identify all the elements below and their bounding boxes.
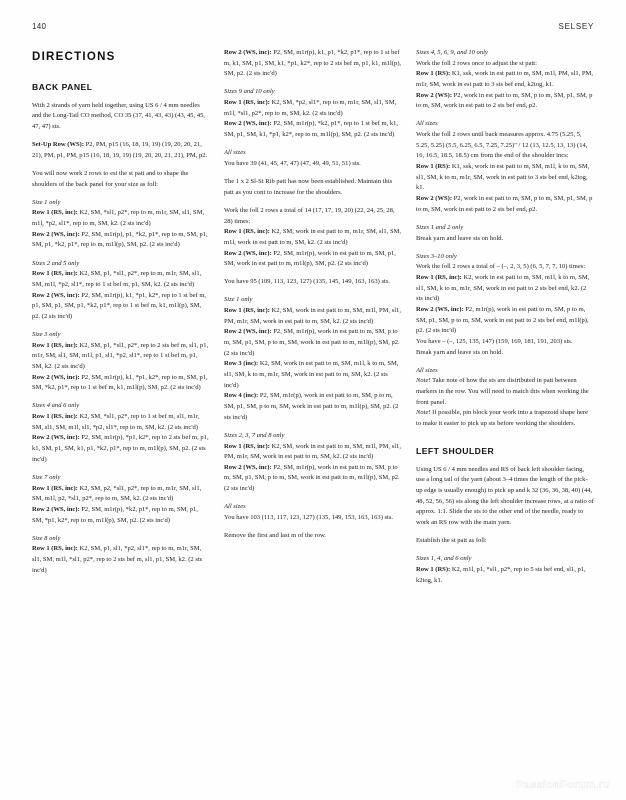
setup-row-label: Set-Up Row (WS): xyxy=(32,141,85,149)
instruction-row xyxy=(32,341,210,373)
instruction-row xyxy=(32,269,210,290)
size-block-rows xyxy=(224,98,402,141)
instruction-row-text: P2, m1r(p), work in est patt to m, SM, p to m, SM, p1, SM, p to m, SM, work in est patt to 2 sts bef end, m1l(p), p2. (2 sts inc'd) xyxy=(416,305,589,335)
instruction-row-text: K2, SM, *sl1, p2*, rep to m, m1r, SM, sl1, SM, m1l, *p2, sl1*, rep to m, SM, k2. (2 sts inc'd) xyxy=(32,209,205,228)
remove-markers-instruction: Remove the first and last m of the row. xyxy=(224,532,326,540)
note-2-label: Note! xyxy=(416,409,431,417)
left-shoulder-intro: Using US 6 / 4 mm needles and RS of back left shoulder facing, use a long tail of the yarn (about 3–4 times the length of the pick-up edge is usually enough) to pick up and k 32 (36, 36, 38, 40) (44, 48, 52, 56, 56) sts along the left shoulder increase rows, at a ratio of approx. 1:1. Slide the sts to the other end of the needle, ready to work an RS row with the main yarn. xyxy=(416,465,594,526)
note-2-text: If possible, pin block your work into a trapezoid shape here to make it easier to pick up sts before working the shoulders. xyxy=(416,409,588,427)
note-2 xyxy=(416,408,594,429)
site-watermark: PassionForum.ru xyxy=(516,779,610,791)
sizes-3-10-intro: Work the foll 2 rows a total of – (–, 2, 3, 5) (6, 5, 7, 7, 10) times: xyxy=(416,263,586,271)
instruction-row-text: K2, SM, p1, *sl1, p2*, rep to m, m1r, SM, sl1, SM, m1l, *p2, sl1*, rep to 1 st bef m, p1, SM, k2. (2 sts inc'd) xyxy=(32,270,202,288)
sizes-3-10-break-yarn: Break yarn and leave sts on hold. xyxy=(416,348,504,356)
instruction-row-text: P2, work in est patt to m, SM, p to m, SM, p1, SM, p to m, SM, work in est patt to 2 sts bef end, p2. xyxy=(416,195,593,213)
stitch-count-2: You have 95 (109, 113, 123, 127) (135, 145, 149, 163, 163) sts. xyxy=(224,278,391,286)
instruction-row xyxy=(416,162,594,194)
sizes-3-10-label: Sizes 3–10 only xyxy=(416,252,457,260)
instruction-row-text: P2, SM, m1r(p), k1, p1, *k2, p1*, rep to 1 st bef m, k1, SM, p1, SM, k1, *p1, k2*, rep to 2 sts bef m, p1, k1, m1l(p), SM, p2. (2 sts inc'd) xyxy=(224,49,402,78)
instruction-row xyxy=(224,359,402,391)
size-block-rows xyxy=(224,306,402,423)
all-sizes-label-1: All sizes xyxy=(224,149,246,157)
instruction-row xyxy=(224,306,402,327)
size-block-rows xyxy=(32,269,210,322)
instruction-row-label: Row 2 (WS, inc): xyxy=(32,291,80,299)
instruction-row-label: Row 2 (WS): xyxy=(416,195,453,203)
instruction-row xyxy=(416,69,594,90)
instruction-row xyxy=(32,544,210,576)
setup-row-text: P2, PM, p15 (16, 18, 19, 19) (19, 20, 20, 21, 21), PM, p1, PM, p15 (16, 18, 19, 19) (19, 20, 20, 21, 21), PM, p2. xyxy=(32,141,208,159)
text-columns xyxy=(32,48,594,766)
instruction-row-label: Row 1 (RS, inc): xyxy=(32,545,78,553)
instruction-row-text: K1, ssk, work in est patt to m, SM, m1l, k to m, SM, sl1, SM, k to m, m1r, SM, work in est patt to 3 sts bef end, k2tog, k1. xyxy=(416,163,590,192)
note-1-label: Note! xyxy=(416,377,431,385)
stitch-count-1: You have 39 (41, 45, 47, 47) (47, 49, 49, 51, 51) sts. xyxy=(224,159,361,167)
size-block-label: Sizes 2, 3, 7 and 8 only xyxy=(224,431,285,439)
instruction-row-label: Row 1 (RS, inc): xyxy=(32,413,78,421)
instruction-row xyxy=(32,373,210,394)
instruction-row-text: P2, SM, m1r(p), work in est patt to m, SM, p to m, SM, p1, SM, p to m, SM, work in est patt to m, m1l(p), SM, p2. (2 sts inc'd) xyxy=(224,463,400,493)
size-block-rows xyxy=(32,412,210,465)
instruction-row xyxy=(416,194,594,215)
instruction-row-label: Row 1 (RS, inc): xyxy=(224,99,270,107)
size-blocks-column-2-top xyxy=(224,48,402,141)
size-block-label: Size 1 only xyxy=(224,296,253,304)
instruction-row-text: K2, SM, work in est patt to m, m1r, SM, sl1, SM, m1l, work in est patt to m, SM, k2. (2 sts inc'd) xyxy=(224,228,402,246)
instruction-row xyxy=(224,463,402,495)
sizes-3-10-rows-list xyxy=(416,273,594,337)
size-block-rows xyxy=(224,442,402,495)
column-3 xyxy=(416,48,594,766)
instruction-row-text: K2, work in est patt to m, SM, m1l, k to m, SM, sl1, SM, k to m, m1r, SM, work in est patt to 2 sts bef end, k2. (2 sts inc'd) xyxy=(416,273,590,303)
instruction-row-text: P2, SM, m1r(p), *k2, p1*, rep to m, SM, p1, SM, *p1, k2*, rep to m, m1l(p), SM, p2. (2 sts inc'd) xyxy=(32,505,198,524)
setup-row xyxy=(32,140,210,161)
subheading-left-shoulder: LEFT SHOULDER xyxy=(416,445,495,456)
final-row-text: K2, m1l, p1, *sl1, p2*, rep to 5 sts bef end, sl1, p1, k2tog, k1. xyxy=(416,565,586,584)
section-heading-directions: DIRECTIONS xyxy=(32,51,116,63)
final-row xyxy=(416,565,594,586)
instruction-row-label: Row 3 (inc): xyxy=(224,360,259,368)
instruction-row-text: P2, SM, m1r(p), work in est patt to m, SM, p to m, SM, p1, SM, p to m, SM, work in est patt to m, m1l(p), SM, p2. (2 sts inc'd) xyxy=(224,392,399,421)
instruction-row-text: P2, SM, m1r(p), work in est patt to m, SM, p to m, SM, p1, SM, p to m, SM, work in est patt to m, m1l(p), SM, p2. (2 sts inc'd) xyxy=(224,328,400,357)
instruction-row-text: P2, SM, m1r(p), k1, *p1, k2*, rep to 1 st bef m, p1, SM, p1, SM, p1, *k2, p1*, rep to 1 st bef m, k1, m1l(p), SM, p2. (2 sts inc'd) xyxy=(32,291,207,320)
instruction-row-text: P2, SM, m1r(p), *k2, p1*, rep to 1 st bef m, k1, SM, p1, SM, k1, *p1, k2*, rep to m, m1l(p), SM, p2. (2 sts inc'd) xyxy=(224,120,399,139)
instruction-row xyxy=(224,442,402,463)
instruction-row-text: K2, SM, work in est patt to m, SM, m1l, PM, sl1, PM, m1r, SM, work in est patt to m, SM, k2. (2 sts inc'd) xyxy=(224,307,401,325)
note-1-text: Take note of how the sts are distributed in patt between markers in the row. You will need to match this when working the front panel. xyxy=(416,377,589,406)
instruction-row-text: P2, SM, m1r(p), p1, *k2, p1*, rep to m, SM, p1, SM, p1, *k2, p1*, rep to m, m1l(p), SM, p2. (2 sts inc'd) xyxy=(32,230,208,249)
all-sizes-label-2: All sizes xyxy=(224,503,246,511)
instruction-row xyxy=(32,505,210,526)
foll-rows-list xyxy=(224,227,402,270)
instruction-row xyxy=(32,484,210,505)
measure-rows-list xyxy=(416,162,594,215)
instruction-row-text: K2, SM, *sl1, p2*, rep to 1 st bef m, sl1, m1r, SM, sl1, SM, m1l, sl1, *p2, sl1*, rep to m, SM, k2. (2 sts inc'd) xyxy=(32,413,200,431)
adjust-sizes-label: Sizes 4, 5, 6, 9, and 10 only xyxy=(416,49,488,56)
size-block-label: Size 3 only xyxy=(32,331,61,339)
final-sizes-label: Sizes 1, 4, and 6 only xyxy=(416,555,472,563)
sizes-3-10-count: You have – (–, 125, 135, 147) (159, 169, 181, 191, 203) sts. xyxy=(416,337,573,345)
size-blocks-column-2-bottom xyxy=(224,295,402,494)
instruction-row xyxy=(224,327,402,359)
instruction-row-text: K2, SM, work in est patt to m, SM, m1l, PM, sl1, PM, m1r, SM, work in est patt to m, SM, k2. (2 sts inc'd) xyxy=(224,442,401,461)
instruction-row-text: K2, SM, *p2, sl1*, rep to m, m1r, SM, sl1, SM, m1l, *sl1, p2*, rep to m, SM, k2. (2 sts inc'd) xyxy=(224,99,397,117)
instruction-row xyxy=(416,273,594,305)
instruction-row-text: K2, SM, work in est patt to m, SM, m1l, k to m, SM, sl1, SM, k to m, m1r, SM, work in est patt to m, SM, k2. (2 sts inc'd) xyxy=(224,360,399,389)
size-block-label: Size 7 only xyxy=(32,473,61,481)
instruction-row-label: Row 2 (WS, inc): xyxy=(224,249,272,257)
page-number: 140 xyxy=(32,22,47,31)
instruction-row xyxy=(32,291,210,323)
back-panel-intro: With 2 strands of yarn held together, using US 6 / 4 mm needles and the Long-Tail CO method, CO 35 (37, 41, 43, 43) (43, 45, 45, 47, 47) sts. xyxy=(32,101,206,131)
instruction-row-text: P2, SM, m1r(p), *p1, k2*, rep to 2 sts bef m, p1, k1, SM, p1, SM, k1, p1, *k2, p1*, rep to m, m1l(p), SM, p2. (2 sts inc'd) xyxy=(32,434,209,463)
instruction-row-label: Row 1 (RS, inc): xyxy=(224,307,270,315)
work-foll-rows-intro: Work the foll 2 rows a total of 14 (17, 17, 19, 20) (22, 24, 25, 28, 28) times: xyxy=(224,206,395,225)
size-blocks-column-1 xyxy=(32,198,210,577)
instruction-row xyxy=(224,48,402,80)
instruction-row-label: Row 1 (RS, inc): xyxy=(224,228,270,236)
instruction-row-label: Row 2 (WS, inc): xyxy=(416,305,464,313)
instruction-row-label: Row 1 (RS, inc): xyxy=(224,442,270,450)
shoulder-shaping-intro: You will now work 2 rows to est the st patt and to shape the shoulders of the back panel for your size as foll: xyxy=(32,170,189,188)
instruction-row-label: Row 1 (RS): xyxy=(416,163,451,171)
instruction-row xyxy=(416,305,594,337)
instruction-row-text: P2, work in est patt to m, SM, p to m, SM, p1, SM, p to m, SM, work in est patt to 2 sts bef end, p2. xyxy=(416,91,593,110)
instruction-row-label: Row 2 (WS, inc): xyxy=(32,373,80,381)
pattern-established-note: The 1 x 2 Sl-St Rib patt has now been established. Maintain this patt as you cont to increase for the shoulders. xyxy=(224,178,393,196)
instruction-row-label: Row 4 (inc): xyxy=(224,392,259,400)
size-block-rows xyxy=(32,544,210,576)
instruction-row-text: P2, SM, m1r(p), work in est patt to m, SM, p1, SM, work in est patt to m, m1l(p), SM, p2. (2 sts inc'd) xyxy=(224,249,396,268)
instruction-row-text: K2, SM, p2, *sl1, p2*, rep to m, m1r, SM, sl1, SM, m1l, p2, *sl1, p2*, rep to m, SM, k2. (2 sts inc'd) xyxy=(32,484,202,503)
instruction-row-label: Row 1 (RS, inc): xyxy=(416,273,462,281)
instruction-row-text: K2, SM, p1, sl1, *p2, sl1*, rep to m, m1r, SM, sl1, SM, m1l, *sl1, p2*, rep to 2 sts bef m, sl1, p1, SM, k2. (2 sts inc'd) xyxy=(32,545,203,574)
final-row-label: Row 1 (RS): xyxy=(416,565,451,573)
column-2 xyxy=(224,48,402,766)
note-1 xyxy=(416,376,594,408)
instruction-row-label: Row 2 (WS, inc): xyxy=(32,505,80,513)
instruction-row-label: Row 2 (WS, inc): xyxy=(32,434,80,442)
running-head xyxy=(32,22,594,36)
size-block-label: Sizes 9 and 10 only xyxy=(224,88,275,96)
instruction-row xyxy=(224,98,402,119)
instruction-row-label: Row 2 (WS, inc): xyxy=(224,120,272,128)
instruction-row-label: Row 2 (WS): xyxy=(416,91,453,99)
instruction-row xyxy=(32,433,210,465)
instruction-row-label: Row 2 (WS, inc): xyxy=(224,49,272,56)
instruction-row xyxy=(32,412,210,433)
chapter-title: SELSEY xyxy=(558,22,594,31)
size-block-rows xyxy=(32,341,210,394)
adjust-rows-list xyxy=(416,69,594,112)
sizes-1-2-text: Break yarn and leave sts on hold. xyxy=(416,234,504,242)
instruction-row-label: Row 1 (RS, inc): xyxy=(32,209,78,217)
size-block-label: Sizes 4 and 6 only xyxy=(32,402,80,410)
adjust-intro: Work the foll 2 rows once to adjust the st patt: xyxy=(416,59,537,67)
instruction-row-label: Row 1 (RS, inc): xyxy=(32,270,78,278)
instruction-row xyxy=(224,391,402,423)
instruction-row xyxy=(32,230,210,251)
instruction-row-label: Row 1 (RS, inc): xyxy=(32,484,78,492)
size-block-rows xyxy=(32,484,210,527)
size-block-rows xyxy=(32,208,210,251)
instruction-row-label: Row 2 (WS, inc): xyxy=(32,230,80,238)
instruction-row-label: Row 2 (WS, inc): xyxy=(224,328,272,336)
instruction-row xyxy=(224,119,402,140)
instruction-row-text: P2, SM, m1r(p), k1, *p1, k2*, rep to m, SM, p1, SM, *k2, p1*, rep to 1 st bef m, k1, m1l(p), SM, p2. (2 sts inc'd) xyxy=(32,373,208,392)
instruction-row xyxy=(416,91,594,112)
all-sizes-label-4: All sizes xyxy=(416,366,438,374)
measure-intro: Work the foll 2 rows until back measures approx. 4.75 (5.25, 5, 5.25, 5.25) (5.5, 6.25, 6.5, 7.25, 7.25)" / 12 (13, 12.5, 13, 13) (14, 16, 16.5, 18.5, 18.5) cm from the end of the shoulder incs: xyxy=(416,131,588,160)
establish-patt-text: Establish the st patt as foll: xyxy=(416,537,487,545)
all-sizes-label-3: All sizes xyxy=(416,120,438,128)
instruction-row-label: Row 1 (RS, inc): xyxy=(32,341,78,349)
size-block-label: Sizes 2 and 5 only xyxy=(32,259,80,267)
size-block-label: Size 1 only xyxy=(32,198,61,206)
column-1 xyxy=(32,48,210,766)
subheading-back-panel: BACK PANEL xyxy=(32,81,93,92)
instruction-row-text: K1, ssk, work in est patt to m, SM, m1l, PM, sl1, PM, m1r, SM, work in est patt to 3 sts bef end, k2tog, k1. xyxy=(416,70,593,88)
instruction-row-label: Row 1 (RS): xyxy=(416,70,451,78)
size-block-label: Size 8 only xyxy=(32,534,61,542)
instruction-row-label: Row 2 (WS, inc): xyxy=(224,463,272,471)
instruction-row xyxy=(224,227,402,248)
sizes-1-2-label: Sizes 1 and 2 only xyxy=(416,223,464,231)
instruction-row-text: K2, SM, p1, *sl1, p2*, rep to 2 sts bef m, sl1, p1, m1r, SM, sl1, SM, m1l, p1, sl1, *p2, sl1*, rep to 1 st bef m, p1, SM, k2. (2 sts inc'd) xyxy=(32,341,209,371)
size-block-rows xyxy=(224,48,402,80)
instruction-row xyxy=(224,249,402,270)
stitch-count-3: You have 103 (113, 117, 123, 127) (135, 149, 153, 163, 163) sts. xyxy=(224,513,394,521)
instruction-row xyxy=(32,208,210,229)
